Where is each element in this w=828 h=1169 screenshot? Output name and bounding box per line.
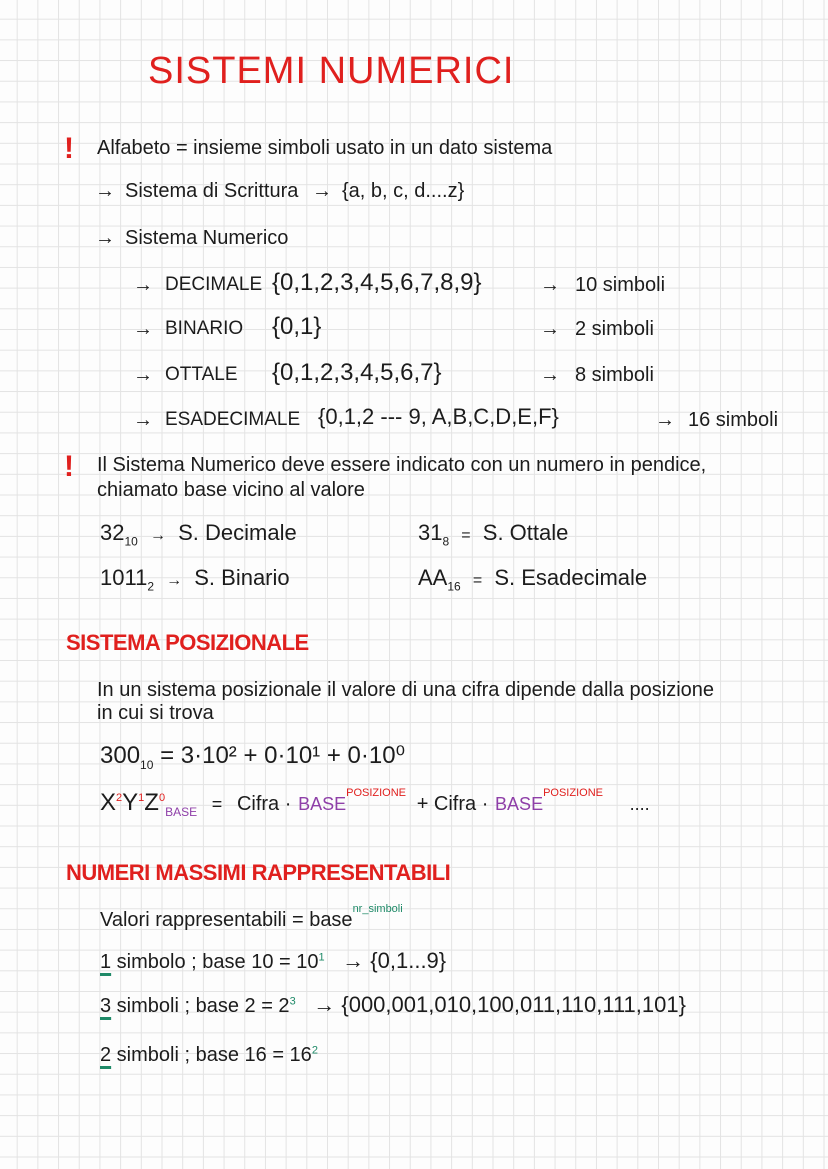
example-operator: →: [149, 527, 166, 544]
base-word: BASE: [298, 794, 347, 814]
system-count: 16 simboli: [688, 409, 779, 431]
base-example: [100, 567, 290, 592]
numerico-label: Sistema Numerico: [125, 227, 289, 249]
digit-z: Z: [144, 789, 159, 816]
example-value: 300: [100, 742, 141, 769]
example-value: 32: [100, 520, 125, 545]
row-exponent: 2: [311, 1044, 318, 1057]
example-value: 31: [418, 520, 443, 545]
row-result: → {000,001,010,100,011,110,111,101}: [313, 992, 686, 1017]
heading-massimi: NUMERI MASSIMI RAPPRESENTABILI: [66, 860, 451, 885]
arrow-icon: →: [540, 318, 560, 340]
base-note-line1: Il Sistema Numerico deve essere indicato con un numero in pendice,: [97, 454, 707, 476]
massimi-row: [100, 994, 686, 1016]
arrow-icon: →: [95, 227, 115, 249]
example-300: [100, 744, 405, 771]
system-name: OTTALE: [165, 364, 238, 385]
arrow-icon: →: [133, 409, 153, 431]
cifra-term: Cifra ·: [236, 793, 292, 815]
arrow-icon: →: [540, 274, 560, 296]
position-0: 0: [158, 792, 166, 804]
massimi-row: [100, 950, 446, 972]
alfabeto-definition: Alfabeto = insieme simboli usato in un dato sistema: [97, 137, 553, 159]
row-exponent: 1: [318, 951, 325, 964]
base-word: BASE: [495, 794, 544, 814]
cifra-term-2: + Cifra ·: [416, 793, 489, 815]
formula-exponent: nr_simboli: [352, 903, 403, 915]
digit-y: Y: [122, 789, 139, 816]
system-count: 8 simboli: [575, 364, 654, 386]
row-text: simboli ; base 16 = 16: [111, 1044, 312, 1066]
example-base: 16: [447, 579, 461, 594]
equals: =: [211, 794, 223, 814]
row-text: simboli ; base 2 = 2: [111, 995, 290, 1017]
example-base: 2: [147, 579, 154, 594]
positional-formula: [100, 788, 650, 818]
system-set: {0,1,2,3,4,5,6,7}: [272, 359, 442, 386]
row-exponent: 3: [289, 995, 296, 1008]
example-base: 10: [140, 757, 154, 772]
system-set: {0,1,2 --- 9, A,B,C,D,E,F}: [318, 404, 559, 429]
posizionale-line2: in cui si trova: [97, 702, 214, 724]
base-note-line2: chiamato base vicino al valore: [97, 479, 365, 501]
example-label: S. Binario: [194, 565, 290, 590]
formula-left: Valori rappresentabili = base: [100, 909, 353, 931]
example-value: 1011: [100, 565, 148, 590]
ellipsis: ....: [629, 794, 650, 814]
system-name: DECIMALE: [165, 274, 263, 295]
example-expansion: = 3·10² + 0·10¹ + 0·10⁰: [160, 742, 406, 769]
row-text: simbolo ; base 10 = 10: [111, 951, 319, 973]
system-name: BINARIO: [165, 318, 244, 339]
example-operator: =: [472, 572, 483, 589]
base-subscript: BASE: [165, 804, 198, 819]
row-result: → {0,1...9}: [342, 948, 447, 973]
exclamation-icon: !: [64, 450, 74, 483]
system-count: 2 simboli: [575, 318, 654, 340]
example-label: S. Esadecimale: [494, 565, 648, 590]
arrow-icon: →: [133, 364, 153, 386]
scrittura-set: {a, b, c, d....z}: [341, 180, 465, 202]
massimi-row: [100, 1043, 330, 1065]
arrow-icon: →: [540, 364, 560, 386]
arrow-icon: →: [655, 409, 675, 431]
example-label: S. Decimale: [178, 520, 297, 545]
posizionale-line1: In un sistema posizionale il valore di una cifra dipende dalla posizione: [97, 679, 715, 701]
heading-posizionale: SISTEMA POSIZIONALE: [66, 630, 309, 655]
arrow-icon: →: [95, 180, 115, 202]
position-1: 1: [138, 792, 145, 804]
arrow-icon: →: [133, 274, 153, 296]
example-value: AA: [418, 565, 448, 590]
exponent-posizione: POSIZIONE: [346, 787, 407, 799]
massimi-formula: [100, 904, 403, 930]
base-example: [418, 522, 568, 547]
system-set: {0,1}: [272, 313, 322, 340]
digit-x: X: [100, 789, 117, 816]
system-name: ESADECIMALE: [165, 409, 301, 430]
symbol-count: 3: [100, 995, 112, 1017]
scrittura-line: [95, 181, 464, 201]
exponent-posizione: POSIZIONE: [543, 787, 603, 799]
arrow-icon: →: [311, 180, 332, 202]
arrow-icon: →: [133, 318, 153, 340]
symbol-count: 2: [100, 1044, 112, 1066]
system-count: 10 simboli: [575, 274, 666, 296]
page-title: SISTEMI NUMERICI: [148, 50, 515, 92]
symbol-count: 1: [100, 951, 112, 973]
example-operator: →: [166, 572, 183, 589]
example-base: 8: [442, 534, 450, 549]
scrittura-label: Sistema di Scrittura: [125, 180, 299, 202]
numerico-line: [95, 228, 288, 248]
example-base: 10: [124, 534, 138, 549]
system-set: {0,1,2,3,4,5,6,7,8,9}: [272, 269, 482, 296]
exclamation-icon: !: [64, 132, 74, 165]
example-operator: =: [461, 527, 471, 544]
position-2: 2: [116, 792, 123, 804]
base-example: [418, 567, 647, 592]
base-example: [100, 522, 297, 547]
example-label: S. Ottale: [482, 520, 569, 545]
